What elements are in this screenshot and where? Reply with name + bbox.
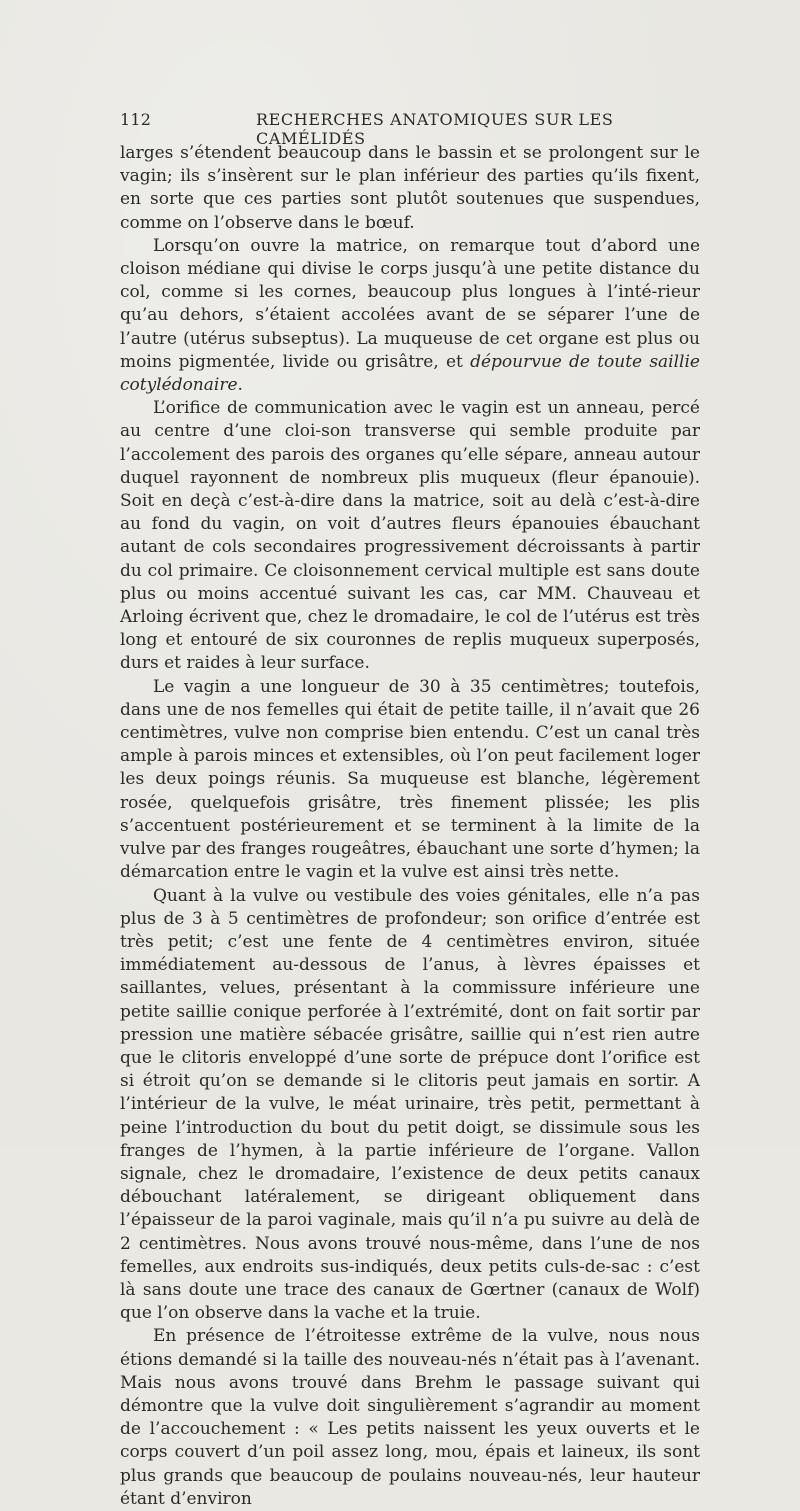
paragraph-newborns: En présence de l’étroitesse extrême de la vulve, nous nous étions demandé si la taille des nouveau-nés n’était pas à l’avenant. Mais nous avons trouvé dans Brehm le passage suivant qui démontre que la vulve doit singulièrement s’agrandir au moment de l’accouchement : « Les petits naissent les yeux ouverts et le corps couvert d’un poil assez long, mou, épais et laineux, ils sont plus grands que beaucoup de poulains nouveau-nés, leur hauteur étant d’environ bbox=[120, 1326, 700, 1509]
paragraph-continuation: larges s’étendent beaucoup dans le bassin et se prolongent sur le vagin; ils s’insèrent sur le plan inférieur des parties qu’ils fixent, en sorte que ces parties sont plutôt soutenues que suspendues, comme on l’observe dans le bœuf. bbox=[120, 143, 700, 233]
body-text bbox=[120, 142, 700, 1511]
paragraph-vagina: Le vagin a une longueur de 30 à 35 centimètres; toutefois, dans une de nos femelles qui était de petite taille, il n’avait que 26 centimètres, vulve non comprise bien entendu. C’est un canal très ample à parois minces et extensibles, où l’on peut facilement loger les deux poings réunis. Sa muqueuse est blanche, légèrement rosée, quelquefois grisâtre, très finement plissée; les plis s’accentuent postérieurement et se terminent à la limite de la vulve par des franges rougeâtres, ébauchant une sorte d’hymen; la démarcation entre le vagin et la vulve est ainsi très nette. bbox=[120, 676, 700, 883]
paragraph-uterus-septum bbox=[120, 235, 700, 397]
paragraph-vulva: Quant à la vulve ou vestibule des voies génitales, elle n’a pas plus de 3 à 5 centimètres de profondeur; son orifice d’entrée est très petit; c’est une fente de 4 centimètres environ, située immédiatement au-dessous de l’anus, à lèvres épaisses et saillantes, velues, présentant à la commissure inférieure une petite saillie conique perforée à l’extrémité, dont on fait sortir par pression une matière sébacée grisâtre, saillie qui n’est rien autre que le clitoris enveloppé d’une sorte de prépuce dont l’orifice est si étroit qu’on se demande si le clitoris peut jamais en sortir. A l’intérieur de la vulve, le méat urinaire, très petit, permettant à peine l’introduction du bout du petit doigt, se dissimule sous les franges de l’hymen, à la partie inférieure de l’organe. Vallon signale, chez le dromadaire, l’existence de deux petits canaux débouchant latéralement, se dirigeant obliquement dans l’épaisseur de la paroi vaginale, mais qu’il n’a pu suivre au delà de 2 centimètres. Nous avons trouvé nous-même, dans l’une de nos femelles, aux endroits sus-indiqués, deux petits culs-de-sac : c’est là sans doute une trace des canaux de Gœrtner (canaux de Wolf) que l’on observe dans la vache et la truie. bbox=[120, 885, 700, 1324]
paragraph-text: Lorsqu’on ouvre la matrice, on remarque tout d’abord une cloison médiane qui divise le corps jusqu’à une petite distance du col, comme si les cornes, beaucoup plus longues à l’inté-rieur qu’au dehors, s’étaient accolées avant de se séparer l’une de l’autre (utérus subseptus). La muqueuse de cet organe est plus ou moins pigmentée, livide ou grisâtre, et bbox=[120, 235, 700, 372]
paragraph-cervical-orifice: L’orifice de communication avec le vagin est un anneau, percé au centre d’une cloi-son transverse qui semble produite par l’accolement des parois des organes qu’elle sépare, anneau autour duquel rayonnent de nombreux plis muqueux (fleur épanouie). Soit en deçà c’est-à-dire dans la matrice, soit au delà c’est-à-dire au fond du vagin, on voit d’autres fleurs épanouies ébauchant autant de cols secondaires progressivement décroissants à partir du col primaire. Ce cloisonnement cervical multiple est sans doute plus ou moins accentué suivant les cas, car MM. Chauveau et Arloing écrivent que, chez le dromadaire, le col de l’utérus est très long et entouré de six couronnes de replis muqueux superposés, durs et raides à leur surface. bbox=[120, 398, 700, 674]
page-number: 112 bbox=[120, 110, 152, 129]
page-header bbox=[120, 110, 700, 148]
italic-phrase: dépourvue de toute saillie cotylédonaire bbox=[120, 351, 700, 396]
paragraph-text-end: . bbox=[237, 375, 243, 396]
running-title: RECHERCHES ANATOMIQUES SUR LES CAMÉLIDÉS bbox=[256, 110, 614, 148]
